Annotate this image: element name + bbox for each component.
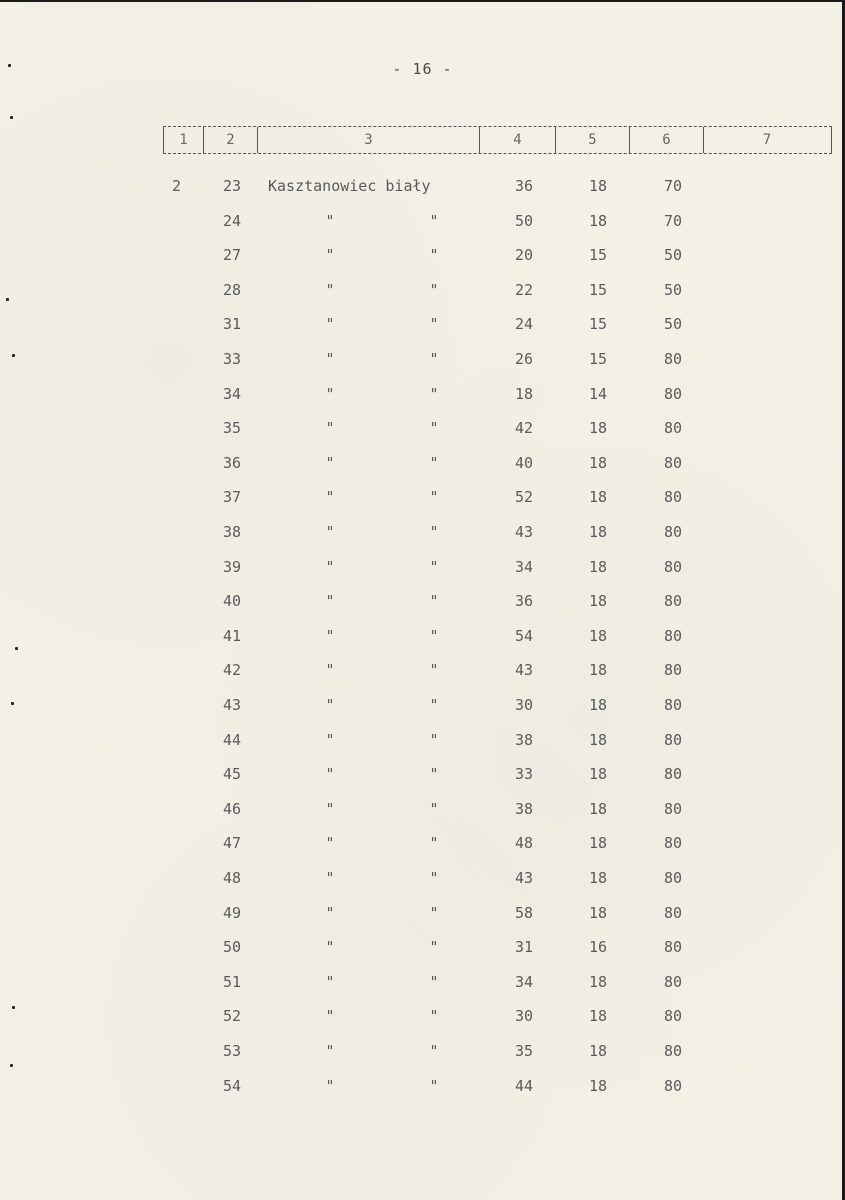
col-5-value: 18 xyxy=(588,765,608,784)
table-row xyxy=(0,382,845,406)
ditto-mark: " xyxy=(429,799,439,818)
tree-number: 36 xyxy=(222,453,242,472)
col-5-value: 18 xyxy=(588,799,608,818)
col-4-value: 35 xyxy=(514,1042,534,1060)
col-4-value: 20 xyxy=(514,246,534,265)
col-5-value: 18 xyxy=(588,834,608,853)
col-5-value: 18 xyxy=(588,1042,608,1060)
col-5-value: 18 xyxy=(588,592,608,611)
tree-number: 48 xyxy=(222,869,242,887)
ditto-mark: " xyxy=(429,523,439,541)
header-col-1: 1 xyxy=(164,127,204,153)
col-4-value: 52 xyxy=(514,488,534,507)
tree-number: 50 xyxy=(222,938,242,957)
col-5-value: 18 xyxy=(588,730,608,749)
col-6-value: 80 xyxy=(663,419,683,438)
ditto-mark: " xyxy=(325,1007,335,1026)
table-row xyxy=(0,589,845,613)
table-row xyxy=(0,451,845,475)
ditto-mark: " xyxy=(325,211,335,230)
header-col-7: 7 xyxy=(762,132,772,148)
col-6-value: 80 xyxy=(663,661,683,680)
tree-number: 35 xyxy=(222,419,242,438)
col-5-value: 18 xyxy=(588,1076,608,1095)
header-col-2: 2 xyxy=(204,127,258,153)
tree-number: 27 xyxy=(222,246,242,265)
ditto-mark: " xyxy=(429,696,439,714)
ditto-mark: " xyxy=(325,280,335,299)
table-row xyxy=(0,1004,845,1028)
col-5-value: 18 xyxy=(588,177,608,195)
col-4-value: 38 xyxy=(514,730,534,749)
species-name: Kasztanowiec biały xyxy=(268,177,431,195)
ditto-mark: " xyxy=(325,523,335,541)
col-6-value: 70 xyxy=(663,177,683,195)
table-row xyxy=(0,1039,845,1063)
tree-number: 41 xyxy=(222,626,242,645)
col-6-value: 80 xyxy=(663,903,683,922)
margin-speck xyxy=(10,116,13,119)
col-5-value: 18 xyxy=(588,211,608,230)
table-row xyxy=(0,693,845,717)
col-6-value: 80 xyxy=(663,488,683,507)
ditto-mark: " xyxy=(325,903,335,922)
col-6-value: 80 xyxy=(663,1007,683,1026)
col-4-value: 44 xyxy=(514,1076,534,1095)
col-6-value: 80 xyxy=(663,696,683,714)
ditto-mark: " xyxy=(429,211,439,230)
ditto-mark: " xyxy=(325,350,335,368)
ditto-mark: " xyxy=(325,696,335,714)
ditto-mark: " xyxy=(325,799,335,818)
tree-number: 44 xyxy=(222,730,242,749)
col-5-value: 16 xyxy=(588,938,608,957)
ditto-mark: " xyxy=(429,557,439,576)
table-row xyxy=(0,416,845,440)
table-row xyxy=(0,831,845,855)
col-6-value: 80 xyxy=(663,592,683,611)
col-6-value: 80 xyxy=(663,557,683,576)
ditto-mark: " xyxy=(429,384,439,403)
margin-speck xyxy=(10,1064,13,1067)
tree-number: 45 xyxy=(222,765,242,784)
ditto-mark: " xyxy=(429,488,439,507)
tree-number: 49 xyxy=(222,903,242,922)
table-row xyxy=(0,174,845,198)
ditto-mark: " xyxy=(429,315,439,334)
ditto-mark: " xyxy=(429,350,439,368)
ditto-mark: " xyxy=(325,972,335,991)
tree-number: 33 xyxy=(222,350,242,368)
table-header xyxy=(163,126,832,154)
ditto-mark: " xyxy=(429,1042,439,1060)
table-row xyxy=(0,935,845,959)
col-4-value: 34 xyxy=(514,557,534,576)
col-5-value: 18 xyxy=(588,903,608,922)
table-row xyxy=(0,901,845,925)
col-5-value: 15 xyxy=(588,315,608,334)
ditto-mark: " xyxy=(429,419,439,438)
tree-number: 53 xyxy=(222,1042,242,1060)
ditto-mark: " xyxy=(429,453,439,472)
ditto-mark: " xyxy=(325,1076,335,1095)
col-4-value: 26 xyxy=(514,350,534,368)
tree-number: 52 xyxy=(222,1007,242,1026)
tree-number: 39 xyxy=(222,557,242,576)
margin-speck xyxy=(6,298,9,301)
ditto-mark: " xyxy=(429,765,439,784)
col-4-value: 24 xyxy=(514,315,534,334)
col-4-value: 33 xyxy=(514,765,534,784)
table-row xyxy=(0,485,845,509)
col-4-value: 38 xyxy=(514,799,534,818)
col-6-value: 80 xyxy=(663,938,683,957)
table-row xyxy=(0,555,845,579)
page-number: - 16 - xyxy=(392,60,453,78)
col-5-value: 14 xyxy=(588,384,608,403)
col-6-value: 80 xyxy=(663,626,683,645)
col-6-value: 80 xyxy=(663,765,683,784)
col-6-value: 50 xyxy=(663,246,683,265)
col-4-value: 30 xyxy=(514,1007,534,1026)
col-5-value: 18 xyxy=(588,523,608,541)
col-4-value: 36 xyxy=(514,592,534,611)
col-5-value: 18 xyxy=(588,453,608,472)
table-row xyxy=(0,278,845,302)
ditto-mark: " xyxy=(429,280,439,299)
ditto-mark: " xyxy=(325,626,335,645)
col-6-value: 80 xyxy=(663,1042,683,1060)
tree-number: 34 xyxy=(222,384,242,403)
ditto-mark: " xyxy=(325,453,335,472)
ditto-mark: " xyxy=(429,661,439,680)
col-6-value: 70 xyxy=(663,211,683,230)
header-col-3: 3 xyxy=(258,127,480,153)
margin-speck xyxy=(12,1006,15,1009)
table-row xyxy=(0,209,845,233)
ditto-mark: " xyxy=(429,834,439,853)
table-row xyxy=(0,243,845,267)
tree-number: 40 xyxy=(222,592,242,611)
ditto-mark: " xyxy=(429,972,439,991)
tree-number: 23 xyxy=(222,177,242,195)
ditto-mark: " xyxy=(325,557,335,576)
ditto-mark: " xyxy=(325,246,335,265)
col-4-value: 22 xyxy=(514,280,534,299)
ditto-mark: " xyxy=(429,246,439,265)
tree-number: 37 xyxy=(222,488,242,507)
col-4-value: 43 xyxy=(514,869,534,887)
col-5-value: 18 xyxy=(588,419,608,438)
col-6-value: 80 xyxy=(663,972,683,991)
col-5-value: 18 xyxy=(588,488,608,507)
col-4-value: 34 xyxy=(514,972,534,991)
ditto-mark: " xyxy=(325,1042,335,1060)
table-row xyxy=(0,797,845,821)
col-4-value: 54 xyxy=(514,626,534,645)
table-row xyxy=(0,728,845,752)
col-6-value: 50 xyxy=(663,315,683,334)
ditto-mark: " xyxy=(429,1076,439,1095)
col-6-value: 80 xyxy=(663,730,683,749)
col-5-value: 18 xyxy=(588,972,608,991)
table-row xyxy=(0,1074,845,1098)
header-col-5: 5 xyxy=(556,127,630,153)
col-6-value: 80 xyxy=(663,453,683,472)
ditto-mark: " xyxy=(325,419,335,438)
col-4-value: 36 xyxy=(514,177,534,195)
col-4-value: 48 xyxy=(514,834,534,853)
col-5-value: 18 xyxy=(588,696,608,714)
ditto-mark: " xyxy=(429,1007,439,1026)
col-5-value: 15 xyxy=(588,246,608,265)
table-row xyxy=(0,347,845,371)
margin-speck xyxy=(12,354,15,357)
ditto-mark: " xyxy=(429,938,439,957)
tree-number: 51 xyxy=(222,972,242,991)
col-6-value: 80 xyxy=(663,834,683,853)
col-4-value: 43 xyxy=(514,523,534,541)
ditto-mark: " xyxy=(325,730,335,749)
col-6-value: 80 xyxy=(663,523,683,541)
table-row xyxy=(0,658,845,682)
tree-number: 47 xyxy=(222,834,242,853)
col-6-value: 80 xyxy=(663,869,683,887)
table-row xyxy=(0,970,845,994)
ditto-mark: " xyxy=(325,869,335,887)
col-4-value: 18 xyxy=(514,384,534,403)
tree-number: 24 xyxy=(222,211,242,230)
ditto-mark: " xyxy=(429,869,439,887)
col-5-value: 18 xyxy=(588,869,608,887)
col-4-value: 50 xyxy=(514,211,534,230)
ditto-mark: " xyxy=(429,903,439,922)
tree-number: 54 xyxy=(222,1076,242,1095)
table-row xyxy=(0,624,845,648)
col-4-value: 40 xyxy=(514,453,534,472)
ditto-mark: " xyxy=(325,834,335,853)
tree-number: 42 xyxy=(222,661,242,680)
margin-speck xyxy=(15,647,18,650)
col-5-value: 18 xyxy=(588,557,608,576)
ditto-mark: " xyxy=(325,384,335,403)
tree-number: 46 xyxy=(222,799,242,818)
margin-speck xyxy=(11,702,14,705)
col-4-value: 31 xyxy=(514,938,534,957)
col-5-value: 18 xyxy=(588,626,608,645)
col-6-value: 50 xyxy=(663,280,683,299)
col-4-value: 58 xyxy=(514,903,534,922)
col-4-value: 43 xyxy=(514,661,534,680)
ditto-mark: " xyxy=(429,626,439,645)
col-5-value: 15 xyxy=(588,350,608,368)
col-6-value: 80 xyxy=(663,1076,683,1095)
tree-number: 43 xyxy=(222,696,242,714)
group-number: 2 xyxy=(172,177,182,195)
col-4-value: 30 xyxy=(514,696,534,714)
ditto-mark: " xyxy=(325,592,335,611)
header-col-6: 6 xyxy=(630,127,704,153)
col-5-value: 18 xyxy=(588,1007,608,1026)
ditto-mark: " xyxy=(429,730,439,749)
col-6-value: 80 xyxy=(663,350,683,368)
table-row xyxy=(0,520,845,544)
ditto-mark: " xyxy=(325,315,335,334)
ditto-mark: " xyxy=(429,592,439,611)
tree-number: 31 xyxy=(222,315,242,334)
margin-speck xyxy=(8,64,11,67)
table-row xyxy=(0,866,845,890)
col-5-value: 18 xyxy=(588,661,608,680)
col-6-value: 80 xyxy=(663,799,683,818)
tree-number: 38 xyxy=(222,523,242,541)
table-row xyxy=(0,762,845,786)
ditto-mark: " xyxy=(325,938,335,957)
tree-number: 28 xyxy=(222,280,242,299)
col-5-value: 15 xyxy=(588,280,608,299)
header-col-4: 4 xyxy=(480,127,556,153)
table-row xyxy=(0,312,845,336)
ditto-mark: " xyxy=(325,488,335,507)
ditto-mark: " xyxy=(325,765,335,784)
col-4-value: 42 xyxy=(514,419,534,438)
col-6-value: 80 xyxy=(663,384,683,403)
ditto-mark: " xyxy=(325,661,335,680)
